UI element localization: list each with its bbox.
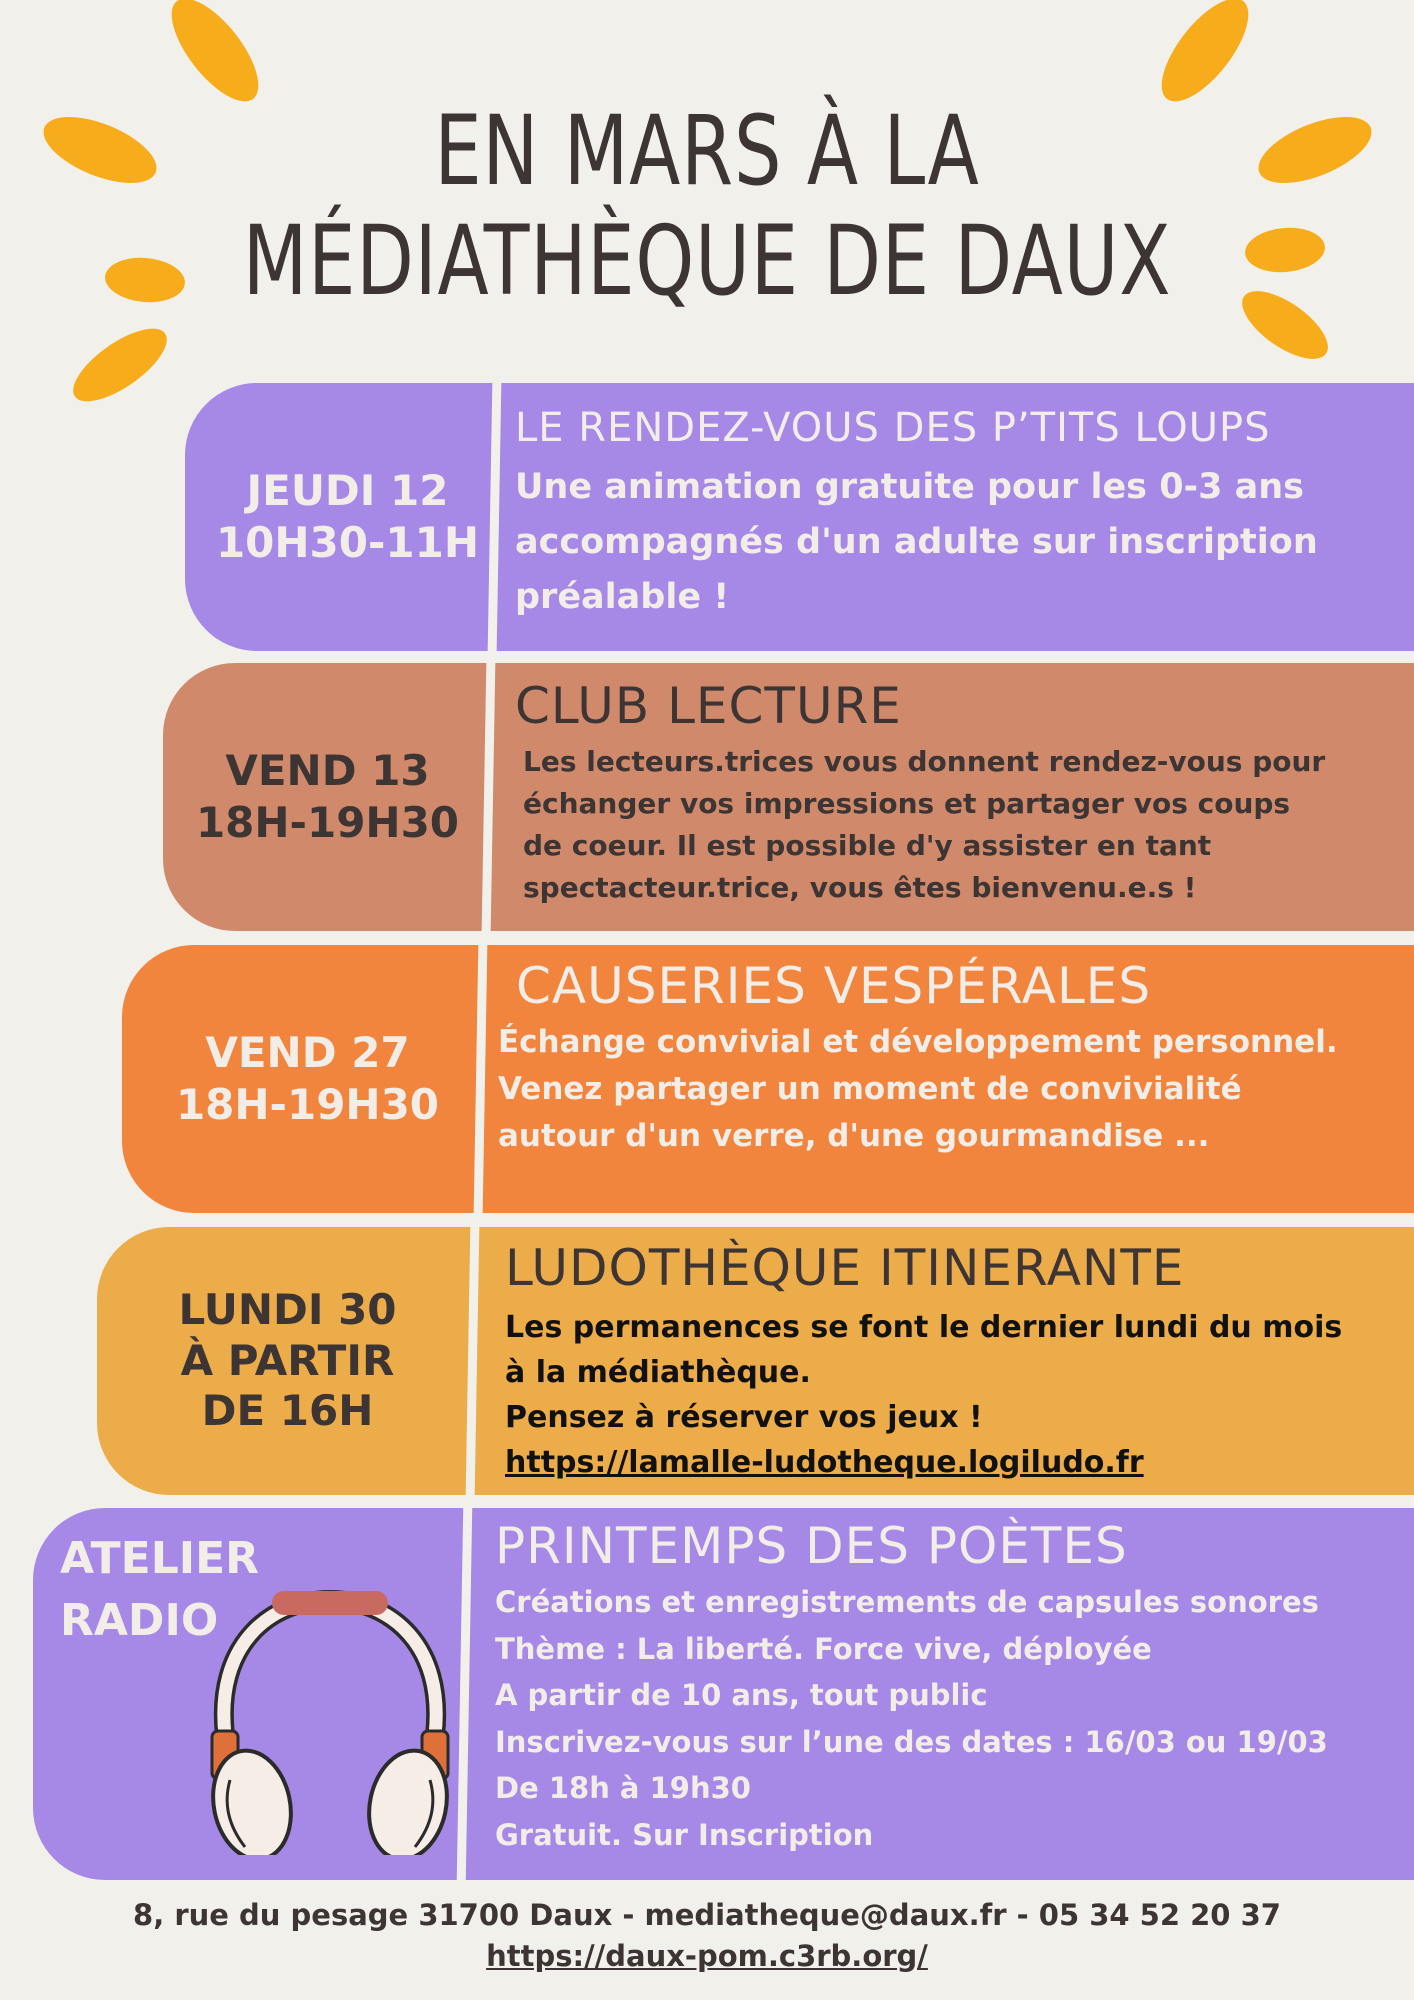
event-date <box>150 945 465 1213</box>
event-description: Une animation gratuite pour les 0-3 ans accompagnés d'un adulte sur inscription préalable ! <box>515 467 1318 617</box>
footer-address: 8, rue du pesage 31700 Daux - mediatheque@daux.fr - 05 34 52 20 37 <box>133 1898 1281 1932</box>
headphones-icon <box>200 1585 460 1855</box>
ludotheque-link[interactable]: https://lamalle-ludotheque.logiludo.fr <box>505 1445 1144 1480</box>
event-content <box>495 1515 1405 1858</box>
event-description: Échange convivial et développement personnel. Venez partager un moment de convivialité autour d'un verre, d'une gourmandise ... <box>498 1024 1338 1154</box>
event-description: Les lecteurs.trices vous donnent rendez-vous pour échanger vos impressions et partager vos coups de coeur. Il est possible d'y assister en tant spectacteur.trice, vous êtes bienvenu.e.s ! <box>523 745 1326 904</box>
page-title-line2: MÉDIATHÈQUE DE DAUX <box>242 205 1172 317</box>
event-date <box>180 663 475 931</box>
website-link[interactable]: https://daux-pom.c3rb.org/ <box>486 1939 928 1973</box>
event-title: CLUB LECTURE <box>515 677 902 735</box>
event-content <box>515 675 1405 909</box>
atelier-label: ATELIER RADIO <box>60 1533 260 1646</box>
event-time-2: DE 16H <box>201 1386 374 1436</box>
event-time: 18H-19H30 <box>175 1080 440 1129</box>
event-time: 18H-19H30 <box>195 798 460 847</box>
event-title: CAUSERIES VESPÉRALES <box>516 957 1152 1015</box>
event-content <box>505 1237 1405 1485</box>
event-title: LUDOTHÈQUE ITINERANTE <box>505 1239 1185 1297</box>
event-time: 10H30-11H <box>215 518 480 567</box>
event-title: PRINTEMPS DES POÈTES <box>495 1517 1128 1575</box>
event-day: JEUDI 12 <box>246 465 449 515</box>
event-date <box>120 1227 455 1495</box>
event-title: LE RENDEZ-VOUS DES P’TITS LOUPS <box>515 405 1271 451</box>
event-time: À PARTIR <box>180 1335 395 1385</box>
event-day: VEND 27 <box>205 1027 410 1077</box>
event-content <box>515 402 1405 625</box>
event-description: Les permanences se font le dernier lundi du mois à la médiathèque. Pensez à réserver vos jeux ! https://lamalle-ludotheque.logiludo.fr <box>505 1310 1343 1480</box>
event-day: VEND 13 <box>225 745 430 795</box>
event-day: LUNDI 30 <box>178 1285 397 1335</box>
page-title-line1: EN MARS À LA <box>434 95 980 207</box>
event-description: Créations et enregistrements de capsules sonores Thème : La liberté. Force vive, déployée A partir de 10 ans, tout public Inscrivez-vous sur l’une des dates : 16/03 ou 19/03 De 18h à 19h30 Gratuit. Sur Inscription <box>495 1585 1328 1852</box>
event-date <box>205 383 490 651</box>
event-content <box>498 955 1408 1160</box>
footer-website-row <box>0 1936 1414 1976</box>
